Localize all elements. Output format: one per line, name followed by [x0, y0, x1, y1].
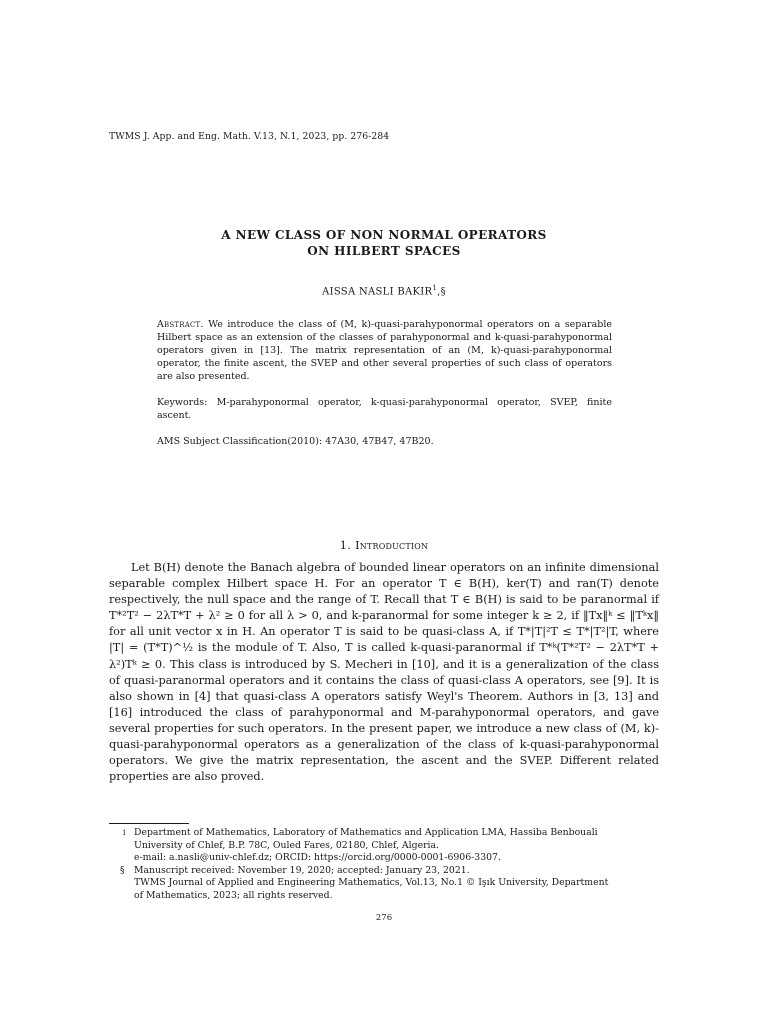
abstract [157, 318, 612, 383]
footnote-manuscript [120, 865, 660, 903]
footnote-1-line-2: University of Chlef, B.P. 78C, Ouled Fares, 02180, Chlef, Algeria. [134, 839, 439, 851]
footnote-2-line-3: of Mathematics, 2023; all rights reserved. [134, 889, 333, 901]
footnote-mark-section: § [120, 865, 125, 876]
footnote-rule [109, 823, 189, 824]
page-number: 276 [375, 913, 393, 923]
footnote-mark-1: 1 [122, 829, 127, 837]
journal-header: TWMS J. App. and Eng. Math. V.13, N.1, 2023, pp. 276-284 [109, 131, 390, 142]
author-footnote-mark: ,§ [437, 286, 446, 298]
paper-title [109, 227, 659, 259]
footnote-1-line-3: e-mail: a.nasli@univ-chlef.dz; ORCID: https://orcid.org/0000-0001-6906-3307. [134, 852, 501, 863]
footnotes [120, 827, 660, 902]
abstract-block [157, 318, 612, 461]
section-title: Introduction [355, 539, 429, 552]
ams-classification: AMS Subject Classification(2010): 47A30, 47B47, 47B20. [157, 436, 434, 447]
title-line-1: A NEW CLASS OF NON NORMAL OPERATORS [221, 228, 547, 242]
footnote-1-line-1: Department of Mathematics, Laboratory of Mathematics and Application LMA, Hassiba Benbouali [134, 827, 598, 838]
title-line-2: ON HILBERT SPACES [307, 244, 461, 258]
author-name: AISSA NASLI BAKIR [322, 286, 433, 298]
footnote-2-line-1: Manuscript received: November 19, 2020; accepted: January 23, 2021. [134, 864, 470, 876]
introduction-paragraph: Let B(H) denote the Banach algebra of bounded linear operators on an infinite dimensional separable complex Hilbert space H. For an operator T ∈ B(H), ker(T) and ran(T) denote respectively, the null space and the range of T. Recall that T ∈ B(H) is said to be paranormal if T*²T² − 2λT*T + λ² ≥ 0 for all λ > 0, and k-paranormal for some integer k ≥ 2, if ‖Tx‖ᵏ ≤ ‖Tᵏx‖ for all unit vector x in H. An operator T is said to be quasi-class A, if T*|T|²T ≤ T*|T²|T, where |T| = (T*T)^½ is the module of T. Also, T is called k-quasi-paranormal if T*ᵏ(T*²T² − 2λT*T + λ²)Tᵏ ≥ 0. This class is introduced by S. Mecheri in [10], and it is a generalization of the class of quasi-paranormal operators and it contains the class of quasi-class A operators, see [9]. It is also shown in [4] that quasi-class A operators satisfy Weyl's Theorem. Authors in [3, 13] and [16] introduced the class of parahyponormal and M-parahyponormal operators, and gave several properties for such operators. In the present paper, we introduce a new class of (M, k)-quasi-parahyponormal operators as a generalization of the class of k-quasi-parahyponormal operators. We give the matrix representation, the ascent and the SVEP. Different related properties are also proved. [109, 561, 659, 784]
abstract-text: We introduce the class of (M, k)-quasi-parahyponormal operators on a separable Hilbert space as an extension of the classes of parahyponormal and k-quasi-parahyponormal operators given in [13]. The matrix representation of an (M, k)-quasi-parahyponormal operator, the finite ascent, the SVEP and other several properties of such class of operators are also presented. [157, 319, 612, 382]
author-line [109, 284, 659, 297]
abstract-label: Abstract. [157, 319, 204, 330]
keywords: Keywords: M-parahyponormal operator, k-quasi-parahyponormal operator, SVEP, finite ascent. [157, 397, 612, 421]
section-heading [109, 539, 659, 552]
author-affiliation-mark: 1 [432, 284, 438, 292]
footnote-affiliation [120, 827, 660, 865]
footnote-2-line-2: TWMS Journal of Applied and Engineering Mathematics, Vol.13, No.1 © Işık University, Department [134, 877, 609, 888]
section-number: 1. [339, 539, 352, 552]
introduction-body [109, 560, 659, 785]
